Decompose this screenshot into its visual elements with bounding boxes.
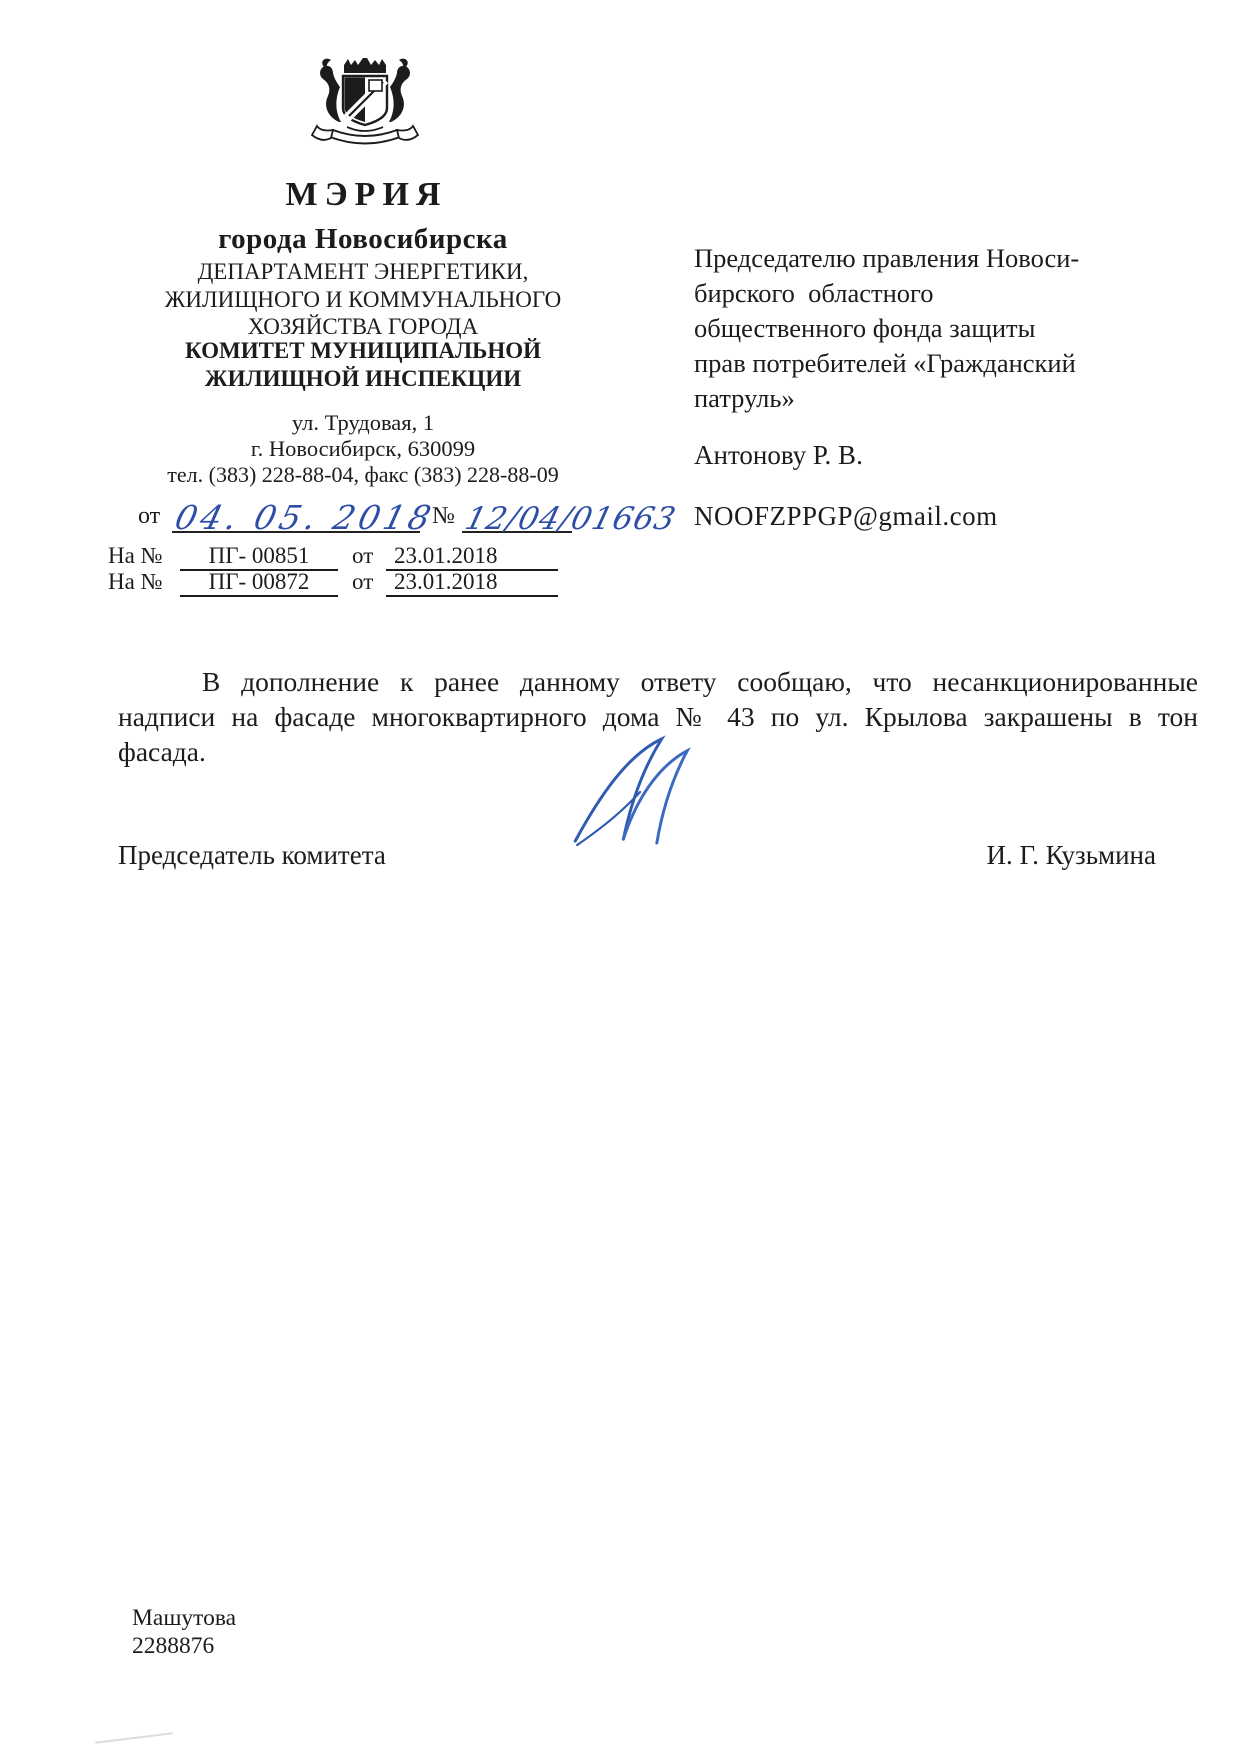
committee-line-1: КОМИТЕТ МУНИЦИПАЛЬНОЙ (184, 338, 542, 363)
body-line-3: фасада. (118, 736, 206, 767)
signature-svg (570, 731, 720, 849)
outgoing-number-underline (461, 495, 680, 537)
incoming-ref-date-label: от (352, 569, 374, 594)
org-name-mayor: МЭРИЯ (285, 176, 448, 213)
incoming-ref-date: 23.01.2018 (386, 569, 558, 597)
addressee-line-4: прав потребителей «Гражданский (694, 348, 1076, 378)
outgoing-date-underline (171, 495, 439, 537)
committee-line-2: ЖИЛИЩНОЙ ИНСПЕКЦИИ (204, 366, 522, 391)
committee-name (73, 337, 653, 393)
signature-icon (570, 731, 720, 849)
signer-name: И. Г. Кузьмина (986, 840, 1156, 870)
addressee-line-5: патруль» (694, 383, 795, 413)
addressee-person-name: Антонову Р. В. (694, 440, 863, 470)
incoming-ref-number: ПГ- 00872 (180, 569, 338, 597)
org-name-city: города Новосибирска (218, 223, 508, 255)
executor-name: Машутова (132, 1605, 237, 1631)
addressee-line-1: Председателю правления Новоси- (694, 243, 1080, 273)
executor-phone: 2288876 (132, 1633, 215, 1659)
department-line-3: ХОЗЯЙСТВА ГОРОДА (247, 314, 479, 339)
incoming-ref-date: 23.01.2018 (386, 543, 558, 571)
department-name (73, 258, 653, 341)
incoming-ref-label: На № (108, 569, 163, 594)
novosibirsk-coat-of-arms-icon (303, 56, 427, 170)
org-phone-fax: тел. (383) 228-88-04, факс (383) 228-88-09 (167, 462, 559, 487)
addressee-block (694, 241, 1134, 416)
org-city-zip: г. Новосибирск, 630099 (250, 436, 476, 461)
executor-block (132, 1604, 236, 1660)
body-line-1: В дополнение к ранее данному ответу сообщаю, что несанкционированные (202, 666, 1198, 697)
signer-position: Председатель комитета (118, 840, 386, 870)
org-street-address: ул. Трудовая, 1 (291, 410, 435, 435)
scan-artifact (95, 1732, 173, 1743)
coat-of-arms-svg (303, 56, 427, 170)
body-line-2: надписи на фасаде многоквартирного дома № 43 по ул. Крылова закрашены в тон (118, 701, 1198, 732)
addressee-email: NOOFZPPGP@gmail.com (694, 501, 998, 531)
incoming-ref-row (108, 543, 558, 571)
incoming-ref-label: На № (108, 543, 163, 568)
department-line-2: ЖИЛИЩНОГО И КОММУНАЛЬНОГО (164, 286, 562, 312)
addressee-line-2: бирского областного (694, 278, 934, 308)
department-line-1: ДЕПАРТАМЕНТ ЭНЕРГЕТИКИ, (197, 259, 529, 284)
outgoing-number-label: № (432, 503, 455, 529)
outgoing-number-handwritten: 12/04/01663 (461, 501, 680, 537)
outgoing-date-handwritten: 04. 05. 2018 (171, 498, 439, 537)
incoming-ref-number: ПГ- 00851 (180, 543, 338, 571)
incoming-ref-date-label: от (352, 543, 374, 568)
incoming-ref-row (108, 569, 558, 597)
addressee-line-3: общественного фонда защиты (694, 313, 1036, 343)
outgoing-date-label: от (138, 503, 161, 529)
